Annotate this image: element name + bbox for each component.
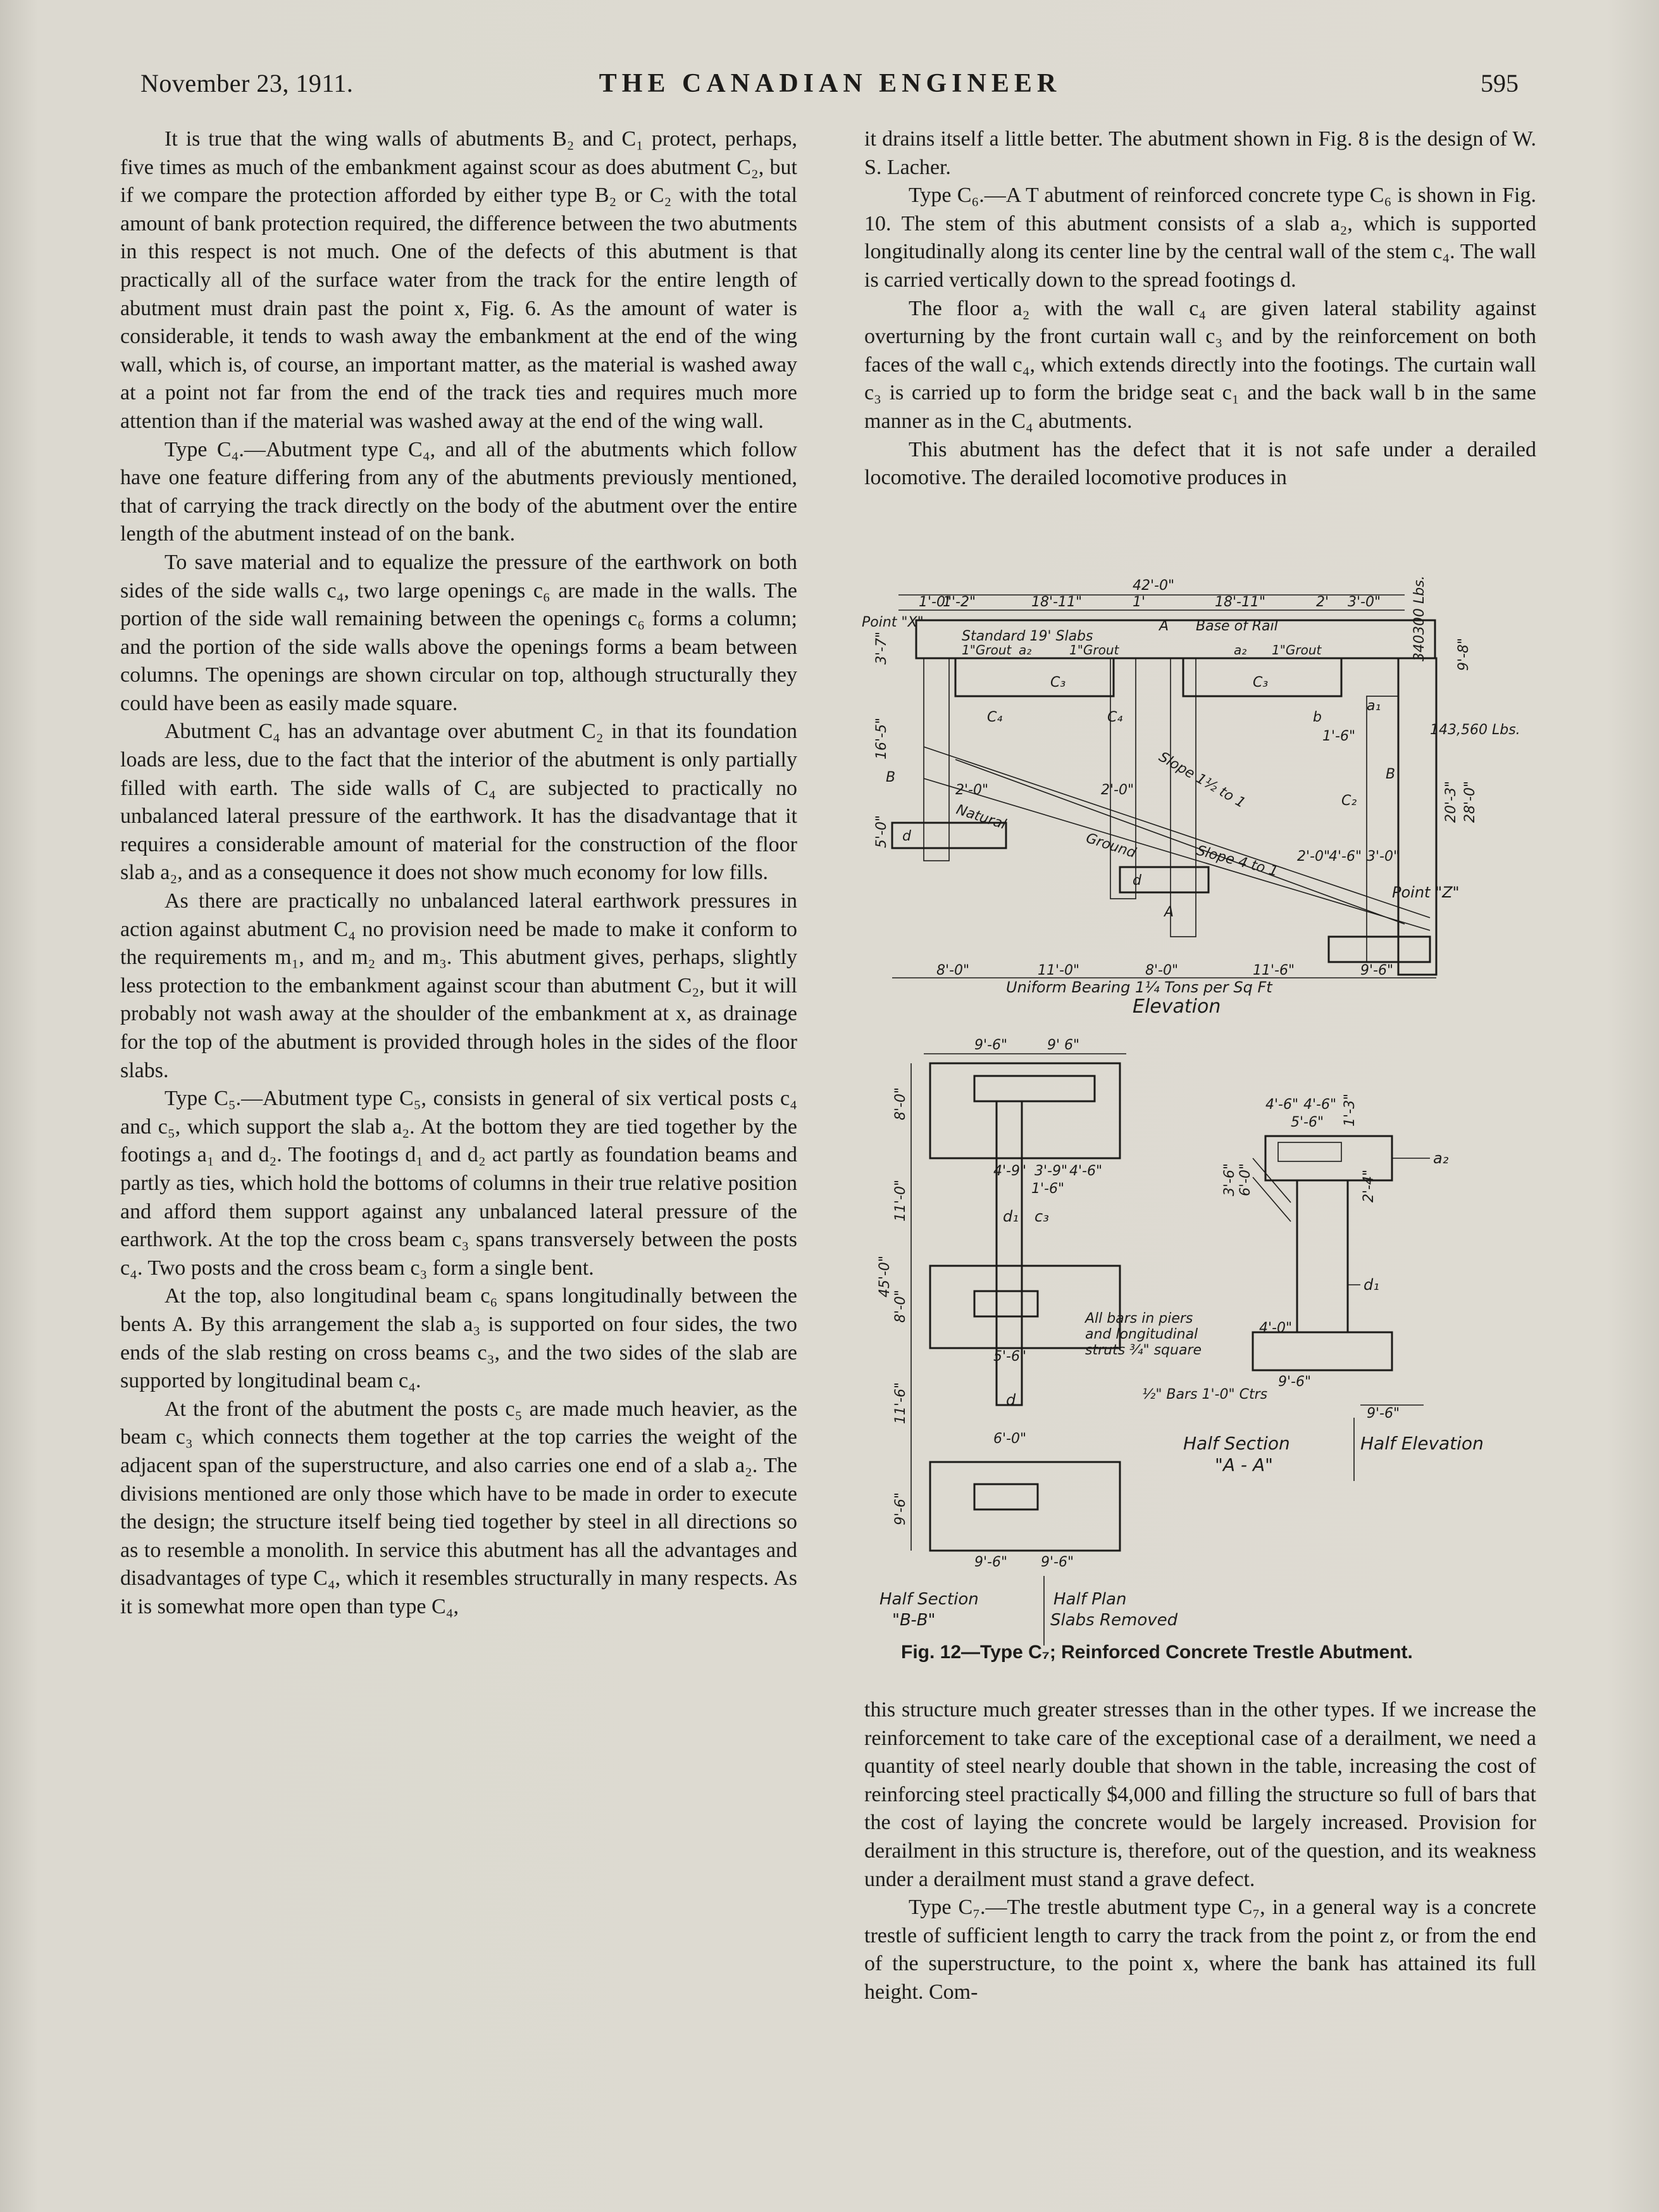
svg-text:8'-0": 8'-0": [1145, 963, 1179, 978]
svg-text:8'-0": 8'-0": [893, 1087, 909, 1120]
svg-text:9'-6": 9'-6": [1360, 963, 1394, 978]
header-journal-title: THE CANADIAN ENGINEER: [599, 69, 1062, 98]
svg-text:9' 6": 9' 6": [1047, 1037, 1080, 1053]
svg-text:45'-0": 45'-0": [877, 1255, 893, 1297]
svg-text:C₄: C₄: [1107, 709, 1123, 725]
svg-text:3'-6": 3'-6": [1222, 1163, 1238, 1196]
svg-text:11'-0": 11'-0": [893, 1179, 909, 1222]
svg-text:3'-9": 3'-9": [1035, 1163, 1068, 1179]
engineering-drawing: [861, 570, 1550, 1658]
svg-text:Half Elevation: Half Elevation: [1360, 1433, 1484, 1454]
svg-text:Slabs Removed: Slabs Removed: [1050, 1611, 1178, 1630]
right-column-top: [864, 125, 1536, 492]
paragraph: As there are practically no unbalanced lateral earthwork pressures in action against abutment C₄ no provision need be made to make it conform to the requirements m₁, and m₂ and m₃. This abutment gives, perhaps, slightly less protection to the embankment against scour than abutment C₂, but it will probably not wash away at the shoulder of the embankment at x, as drainage for the top of the abutment is provided through holes in the sides of the floor slabs.: [120, 889, 797, 1082]
right-column-bottom: [864, 1696, 1536, 2007]
svg-text:a₁: a₁: [1367, 698, 1381, 714]
svg-text:2'-4": 2'-4": [1361, 1169, 1377, 1203]
paragraph: Type C₄.—Abutment type C₄, and all of the abutments which follow have one feature differing from any of the abutments previously mentioned, that of carrying the track directly on the body of the abutment over the entire length of the abutment instead of on the bank.: [120, 437, 797, 546]
svg-text:Ground: Ground: [1084, 830, 1138, 861]
paragraph: it drains itself a little better. The abutment shown in Fig. 8 is the design of W. S. Lacher.: [864, 127, 1536, 179]
svg-text:C₄: C₄: [987, 709, 1003, 725]
svg-text:1"Grout: 1"Grout: [1272, 642, 1322, 658]
svg-text:9'-6": 9'-6": [893, 1492, 909, 1525]
svg-text:a₂: a₂: [1433, 1149, 1449, 1167]
svg-text:3'-0": 3'-0": [1348, 594, 1381, 610]
svg-text:6'-0": 6'-0": [1238, 1163, 1253, 1196]
svg-text:d₁: d₁: [1003, 1208, 1019, 1225]
svg-text:d: d: [1133, 873, 1141, 889]
svg-text:"B-B": "B-B": [892, 1611, 936, 1630]
svg-text:9'-6": 9'-6": [1041, 1554, 1074, 1570]
svg-text:d₁: d₁: [1364, 1276, 1379, 1294]
svg-text:4'-9": 4'-9": [993, 1163, 1027, 1179]
svg-text:4'-6": 4'-6": [1329, 849, 1362, 865]
svg-text:18'-11": 18'-11": [1031, 594, 1083, 610]
paragraph: Type C₅.—Abutment type C₅, consists in general of six vertical posts c₄ and c₅, which support the slab a₂. At the bottom they are tied together by the footings a₁ and d₂. The footings d₁ and d₂ act partly as foundation beams and partly as ties, which hold the bottoms of columns in their true relative position and afford them support against any unbalanced lateral pressure of the earthwork. At the top the cross beam c₃ spans transversely between the posts c₄. Two posts and the cross beam c₃ form a single bent.: [120, 1087, 797, 1280]
svg-text:2'-0": 2'-0": [1101, 782, 1134, 798]
paragraph: The floor a₂ with the wall c₄ are given lateral stability against overturning by the front curtain wall c₃ and by the reinforcement on both faces of the wall c₄, which extends directly into the footings. The curtain wall c₃ is carried up to form the bridge seat c₁ and the back wall b in the same manner as in the C₄ abutments.: [864, 296, 1536, 433]
svg-text:2'-0": 2'-0": [1297, 849, 1331, 865]
svg-text:c₃: c₃: [1035, 1208, 1049, 1225]
svg-text:B: B: [886, 770, 896, 785]
svg-text:4'-6": 4'-6": [1069, 1163, 1103, 1179]
label-base-of-rail: Base of Rail: [1196, 618, 1278, 634]
svg-text:"A - A": "A - A": [1215, 1454, 1273, 1475]
svg-text:9'-6": 9'-6": [1367, 1406, 1400, 1422]
svg-text:4'-6": 4'-6": [1303, 1097, 1337, 1113]
svg-text:C₃: C₃: [1050, 675, 1066, 690]
section-aa-view: [1084, 1094, 1484, 1481]
svg-text:340300 Lbs.: 340300 Lbs.: [1412, 575, 1427, 661]
svg-text:2': 2': [1316, 594, 1329, 610]
svg-text:9'-6": 9'-6": [1278, 1374, 1312, 1390]
svg-text:9'-6": 9'-6": [974, 1554, 1008, 1570]
paragraph: To save material and to equalize the pressure of the earthwork on both sides of the side walls c₄, two large openings c₆ are made in the walls. The portion of the side wall remaining between the openings c₆ forms a column; and the portion of the side walls above the openings forms a beam between columns. The openings are shown circular on top, although structurally they could have been as easily made square.: [120, 550, 797, 715]
svg-text:20'-3": 20'-3": [1443, 780, 1459, 823]
left-column: [120, 125, 797, 1621]
svg-text:1'-0": 1'-0": [919, 594, 952, 610]
svg-text:5'-6": 5'-6": [993, 1349, 1027, 1365]
paragraph: At the front of the abutment the posts c₅ are made much heavier, as the beam c₃ which connects them together at the top carries the weight of the adjacent span of the superstructure, and also carries one end of a slab a₂. The divisions mentioned are only those which have to be made in order to execute the design; the structure itself being tied together by steel in all directions so as to resemble a monolith. In service this abutment has all the advantages and disadvantages of type C₄, which it resembles structurally in many respects. As it is somewhat more open than type C₄,: [120, 1397, 797, 1618]
svg-text:½" Bars 1'-0" Ctrs: ½" Bars 1'-0" Ctrs: [1142, 1387, 1268, 1403]
svg-text:a₂: a₂: [1019, 642, 1032, 658]
paragraph: Type C₆.—A T abutment of reinforced concrete type C₆ is shown in Fig. 10. The stem of this abutment consists of a slab a₂, which is supported longitudinally along its center line by the central wall of the stem c₄. The wall is carried vertically down to the spread footings d.: [864, 184, 1536, 292]
header-page-number: 595: [1481, 69, 1519, 97]
svg-text:4'-0": 4'-0": [1259, 1320, 1293, 1336]
svg-text:6'-0": 6'-0": [993, 1431, 1027, 1447]
svg-text:Half Section: Half Section: [879, 1590, 979, 1609]
paragraph: This abutment has the defect that it is not safe under a derailed locomotive. The derailed locomotive produces in: [864, 437, 1536, 490]
label-point-x: Point "X": [862, 615, 924, 630]
svg-text:1"Grout: 1"Grout: [1069, 642, 1119, 658]
svg-text:1'-2": 1'-2": [943, 594, 976, 610]
paragraph: this structure much greater stresses than in the other types. If we increase the reinforcement to take care of the exceptional case of a derailment, we need a quantity of steel nearly double that shown in the table, increasing the cost of reinforcing steel practically $4,000 and filling the structure so full of bars that the cost of laying the concrete would be largely increased. Provision for derailment in this structure is, therefore, out of the question, and its weakness under a derailment must stand a grave defect.: [864, 1698, 1536, 1891]
svg-text:2'-0": 2'-0": [955, 782, 989, 798]
bearing-note: Uniform Bearing 1¼ Tons per Sq Ft: [1006, 978, 1272, 996]
svg-text:d: d: [902, 828, 911, 844]
paragraph: Type C₇.—The trestle abutment type C₇, in a general way is a concrete trestle of sufficient length to carry the track from the point z, or from the end of the superstructure, to the point x, where the bank has attained its full height. Com-: [864, 1896, 1536, 2004]
svg-text:1'-6": 1'-6": [1031, 1181, 1065, 1197]
svg-text:d: d: [1006, 1391, 1016, 1409]
paragraph: At the top, also longitudinal beam c₆ spans longitudinally between the bents A. By this arrangement the slab a₃ is supported on four sides, the two ends of the slab resting on cross beams c₃, and the two sides of the slab are supported by longitudinal beam c₄.: [120, 1284, 797, 1393]
svg-text:C₃: C₃: [1253, 675, 1269, 690]
svg-text:11'-0": 11'-0": [1038, 963, 1080, 978]
svg-text:b: b: [1313, 709, 1322, 725]
svg-text:8'-0": 8'-0": [893, 1289, 909, 1323]
svg-text:4'-6": 4'-6": [1265, 1097, 1299, 1113]
svg-text:1'-3": 1'-3": [1342, 1093, 1358, 1127]
paragraph: Abutment C₄ has an advantage over abutment C₂ in that its foundation loads are less, due to the fact that the interior of the abutment is only partially filled with earth. The side walls of C₄ are subjected to practically no unbalanced lateral pressure of the earthwork. It has the disadvantage that it requires a considerable amount of material for the construction of the floor slab a₂, and as a consequence it does not show much economy for low fills.: [120, 720, 797, 885]
svg-text:B: B: [1386, 766, 1396, 782]
header-date: November 23, 1911.: [140, 69, 354, 97]
svg-text:C₂: C₂: [1341, 793, 1357, 809]
svg-text:11'-6": 11'-6": [893, 1382, 909, 1424]
svg-text:1': 1': [1133, 594, 1146, 610]
svg-text:18'-11": 18'-11": [1215, 594, 1266, 610]
svg-text:5'-6": 5'-6": [1291, 1115, 1324, 1130]
svg-text:Slope 1½ to 1: Slope 1½ to 1: [1156, 749, 1248, 811]
svg-text:3'-7": 3'-7": [874, 631, 890, 665]
svg-text:a₂: a₂: [1234, 642, 1247, 658]
svg-text:3'-0": 3'-0": [1367, 849, 1400, 865]
svg-text:All bars in piers: All bars in piers: [1085, 1311, 1193, 1327]
svg-text:11'-6": 11'-6": [1253, 963, 1295, 978]
svg-text:Half Section: Half Section: [1183, 1433, 1290, 1454]
paragraph: It is true that the wing walls of abutments B₂ and C₁ protect, perhaps, five times as much of the embankment against scour as does abutment C₂, but if we compare the protection afforded by either type B₂ or C₂ with the total amount of bank protection required, the difference between the two abutments in this respect is not much. One of the defects of this abutment is that practically all of the surface water from the track for the entire length of abutment must drain past the point x, Fig. 6. As the amount of water is considerable, it tends to wash away the embankment at the end of the wing wall, which is, of course, an important matter, as the material is washed away at a point not far from the end of the track ties and requires much more attention than if the material was washed away at the end of the wing wall.: [120, 127, 797, 433]
svg-text:1'-6": 1'-6": [1322, 728, 1356, 744]
running-header: [140, 68, 1519, 104]
figure-12-drawing: [861, 570, 1550, 1658]
svg-text:16'-5": 16'-5": [874, 717, 890, 759]
svg-text:9'-8": 9'-8": [1456, 637, 1472, 671]
svg-text:28'-0": 28'-0": [1462, 780, 1478, 823]
figure-caption: Fig. 12—Type C₇; Reinforced Concrete Trestle Abutment.: [901, 1642, 1413, 1663]
label-point-z: Point "Z": [1392, 884, 1460, 901]
svg-text:A: A: [1164, 904, 1174, 920]
svg-text:struts ¾" square: struts ¾" square: [1085, 1342, 1202, 1358]
svg-text:Half Plan: Half Plan: [1053, 1590, 1127, 1609]
svg-text:Standard 19' Slabs: Standard 19' Slabs: [962, 628, 1093, 644]
elevation-view: [862, 575, 1520, 1018]
elevation-title: Elevation: [1133, 996, 1221, 1018]
dim-overall: 42'-0": [1133, 578, 1175, 594]
svg-text:Slope 4 to 1: Slope 4 to 1: [1195, 842, 1280, 880]
svg-text:9'-6": 9'-6": [974, 1037, 1008, 1053]
svg-text:Natural: Natural: [954, 801, 1009, 833]
svg-text:8'-0": 8'-0": [936, 963, 970, 978]
svg-text:A: A: [1159, 618, 1169, 634]
svg-text:5'-0": 5'-0": [874, 815, 890, 848]
svg-text:143,560 Lbs.: 143,560 Lbs.: [1430, 722, 1520, 738]
svg-text:1"Grout: 1"Grout: [962, 642, 1012, 658]
svg-text:and longitudinal: and longitudinal: [1085, 1327, 1198, 1342]
